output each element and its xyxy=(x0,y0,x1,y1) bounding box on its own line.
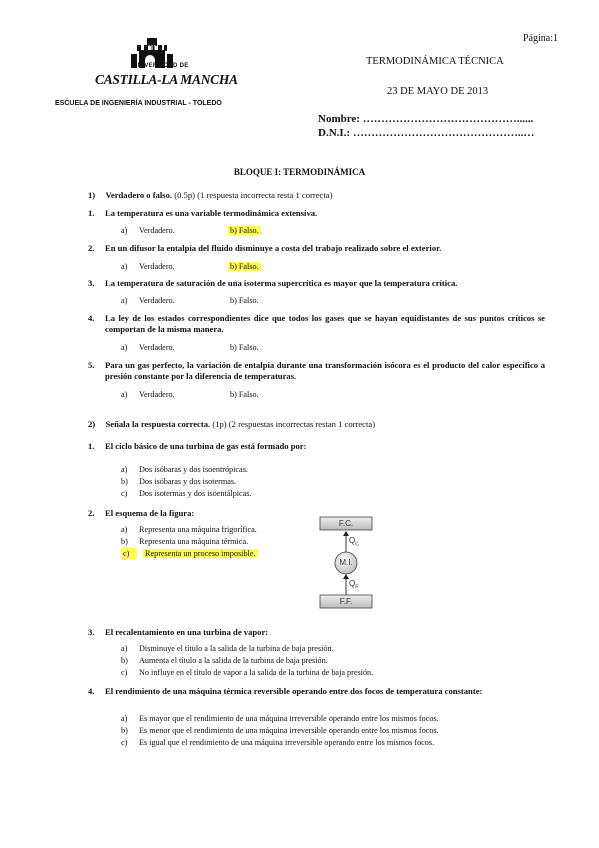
section1-num: 1) xyxy=(88,190,96,200)
tf-q5-option-b[interactable] xyxy=(230,389,259,400)
question-text: El esquema de la figura: xyxy=(105,508,195,518)
question-text: El ciclo básico de una turbina de gas está formado por: xyxy=(105,441,307,451)
option-letter: a) xyxy=(121,714,128,723)
question-number: 2. xyxy=(88,508,95,518)
question-number: 3. xyxy=(88,627,95,637)
option-text: Dos isotermas y dos isoentálpicas. xyxy=(139,489,252,498)
option-text: Dos isóbaras y dos isoentrópicas. xyxy=(139,465,248,474)
mc-q3-option-c[interactable] xyxy=(121,667,373,678)
question-text: La ley de los estados correspondientes dice que todos los gases que se hayan equidistantes de sus puntos críticos se comportan de la misma manera. xyxy=(105,313,545,334)
tf-q4-option-b[interactable] xyxy=(230,342,259,353)
option-text: Disminuye el título a la salida de la turbina de baja presión. xyxy=(139,644,334,653)
section2-title: Señala la respuesta correcta. xyxy=(105,419,211,429)
tf-q1-option-b[interactable] xyxy=(228,225,261,236)
option-letter: b) xyxy=(121,537,128,546)
option-text: Es menor que el rendimiento de una máquina irreversible operando entre los mismos focos. xyxy=(139,726,439,735)
mc-q3-option-a[interactable] xyxy=(121,643,334,654)
question-number: 4. xyxy=(88,313,95,323)
option-text: Aumenta el título a la salida de la turbina de baja presión. xyxy=(139,656,328,665)
option-letter: c) xyxy=(121,738,128,747)
option-letter: b) xyxy=(121,726,128,735)
dni-field[interactable]: D.N.I.: ………………………………………..… xyxy=(318,127,535,139)
logo-line1: UNIVERSIDAD DE xyxy=(133,63,189,69)
option-text: b) Falso. xyxy=(230,390,259,399)
mc-q2-option-b[interactable] xyxy=(121,536,248,547)
tf-q2-option-a[interactable] xyxy=(121,261,175,272)
q-subscript: C xyxy=(355,541,359,548)
option-text: Es mayor que el rendimiento de una máquina irreversible operando entre los mismos focos. xyxy=(139,714,439,723)
hot-source-label: F.C. xyxy=(338,519,354,528)
question-number: 2. xyxy=(88,243,95,253)
question-text: La temperatura es una variable termodinámica extensiva. xyxy=(105,208,318,218)
option-letter: c) xyxy=(121,489,128,498)
tf-q5-option-a[interactable] xyxy=(121,389,175,400)
question-number: 3. xyxy=(88,278,95,288)
option-text: Representa una máquina frigorífica. xyxy=(139,525,257,534)
section2-num: 2) xyxy=(88,419,96,429)
option-letter: c) xyxy=(121,668,128,677)
option-text: b) Falso. xyxy=(230,343,259,352)
page-number: Página:1 xyxy=(523,33,558,44)
option-text: b) Falso. xyxy=(230,226,259,235)
option-letter: a) xyxy=(121,343,128,352)
option-text: b) Falso. xyxy=(230,262,259,271)
question-number: 5. xyxy=(88,360,95,370)
option-letter: a) xyxy=(121,525,128,534)
question-number: 1. xyxy=(88,441,95,451)
question-text: Para un gas perfecto, la variación de entalpía durante una transformación isócora es el producto del calor específico a presión constante por la diferencia de temperaturas. xyxy=(105,360,545,381)
block-title: BLOQUE I: TERMODINÁMICA xyxy=(233,167,366,177)
option-letter: a) xyxy=(121,390,128,399)
mc-q4-option-a[interactable] xyxy=(121,713,439,724)
cold-source-label: F.F. xyxy=(339,597,353,606)
machine-label: M.I. xyxy=(339,558,353,567)
question-text: La temperatura de saturación de una isoterma supercrítica es mayor que la temperatura crítica. xyxy=(105,278,458,288)
option-text: Verdadero. xyxy=(139,226,175,235)
name-field[interactable]: Nombre: ……………………………………...... xyxy=(318,113,534,125)
option-letter: a) xyxy=(121,226,128,235)
section1-title: Verdadero o falso. xyxy=(105,190,173,200)
q-letter: Q xyxy=(349,536,356,545)
subject-title: TERMODINÁMICA TÉCNICA xyxy=(366,56,504,67)
option-text: b) Falso. xyxy=(230,296,259,305)
section1-note: (0.5p) (1 respuesta incorrecta resta 1 correcta) xyxy=(172,190,333,200)
school-name: ESCUELA DE INGENIERÍA INDUSTRIAL - TOLEDO xyxy=(55,100,222,107)
mc-q1-option-b[interactable] xyxy=(121,476,236,487)
option-text: No influye en el título de vapor a la salida de la turbina de baja presión. xyxy=(139,668,374,677)
tf-q3-option-a[interactable] xyxy=(121,295,175,306)
heat-top-label xyxy=(349,536,359,548)
tf-q1-option-a[interactable] xyxy=(121,225,175,236)
university-logo xyxy=(95,36,238,94)
heat-engine-diagram xyxy=(319,516,373,610)
exam-date: 23 DE MAYO DE 2013 xyxy=(387,86,489,97)
logo-line2: CASTILLA-LA MANCHA xyxy=(95,72,238,87)
question-number: 4. xyxy=(88,686,95,696)
option-text: Verdadero. xyxy=(139,262,175,271)
mc-q2-option-c[interactable] xyxy=(121,548,258,559)
mc-q1-option-a[interactable] xyxy=(121,464,248,475)
option-letter: a) xyxy=(121,644,128,653)
tf-q2-option-b[interactable] xyxy=(228,261,261,272)
option-letter: c) xyxy=(121,548,137,559)
option-text: Verdadero. xyxy=(139,390,175,399)
question-text: El rendimiento de una máquina térmica reversible operando entre dos focos de temperatura constante: xyxy=(105,686,483,696)
mc-q1-option-c[interactable] xyxy=(121,488,252,499)
option-text: Verdadero. xyxy=(139,343,175,352)
tf-q3-option-b[interactable] xyxy=(230,295,259,306)
mc-q4-option-c[interactable] xyxy=(121,737,434,748)
section2-header xyxy=(88,419,375,430)
section1-header xyxy=(88,190,332,201)
question-number: 1. xyxy=(88,208,95,218)
option-text: Representa un proceso imposible. xyxy=(145,549,256,558)
option-text: Verdadero. xyxy=(139,296,175,305)
heat-bottom-label xyxy=(349,579,358,591)
q-letter: Q xyxy=(349,579,356,588)
option-text: Es igual que el rendimiento de una máquina irreversible operando entre los mismos focos. xyxy=(139,738,435,747)
question-text: En un difusor la entalpía del fluido disminuye a costa del trabajo realizado sobre el exterior. xyxy=(105,243,442,253)
option-text: Dos isóbaras y dos isotermas. xyxy=(139,477,237,486)
q-subscript: F xyxy=(355,584,359,591)
question-text: El recalentamiento en una turbina de vapor: xyxy=(105,627,269,637)
option-letter: a) xyxy=(121,262,128,271)
mc-q2-option-a[interactable] xyxy=(121,524,257,535)
option-letter: b) xyxy=(121,477,128,486)
option-letter: a) xyxy=(121,296,128,305)
option-letter: b) xyxy=(121,656,128,665)
section2-note: (1p) (2 respuestas incorrectas restan 1 correcta) xyxy=(210,419,376,429)
tf-q4-option-a[interactable] xyxy=(121,342,175,353)
option-text: Representa una máquina térmica. xyxy=(139,537,249,546)
mc-q4-option-b[interactable] xyxy=(121,725,439,736)
option-letter: a) xyxy=(121,465,128,474)
mc-q3-option-b[interactable] xyxy=(121,655,328,666)
